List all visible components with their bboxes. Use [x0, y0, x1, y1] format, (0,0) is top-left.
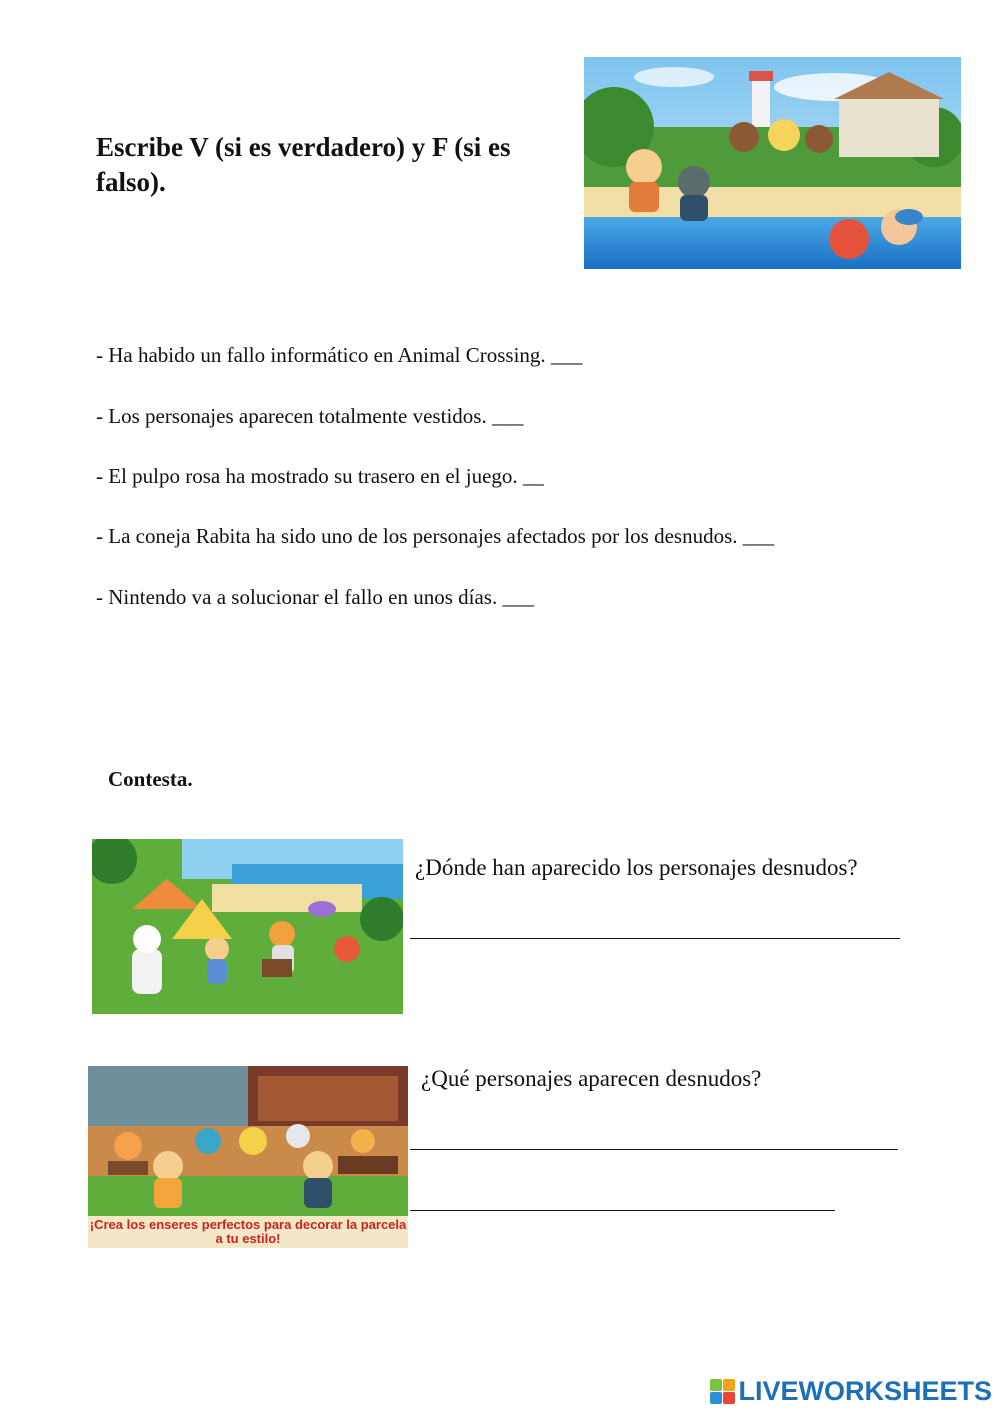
statement-5: - Nintendo va a solucionar el fallo en unos días. ___ — [96, 585, 534, 609]
statement-2: - Los personajes aparecen totalmente vestidos. ___ — [96, 404, 524, 428]
liveworksheets-brand: LIVEWORKSHEETS — [738, 1376, 992, 1406]
section-title: Contesta. — [108, 767, 193, 791]
statement-4: - La coneja Rabita ha sido uno de los personajes afectados por los desnudos. ___ — [96, 524, 775, 548]
question-2: ¿Qué personajes aparecen desnudos? — [421, 1066, 762, 1091]
page-title: Escribe V (si es verdadero) y F (si es falso). — [96, 132, 511, 197]
statement-1: - Ha habido un fallo informático en Animal Crossing. ___ — [96, 343, 583, 367]
answer-line-1[interactable] — [410, 938, 900, 939]
pocket-camp-image — [88, 1066, 408, 1248]
pocket-camp-caption: ¡Crea los enseres perfectos para decorar la parcela a tu estilo! — [89, 1217, 407, 1246]
village-image — [92, 839, 403, 1014]
liveworksheets-logo[interactable] — [710, 1376, 992, 1407]
question-1: ¿Dónde han aparecido los personajes desnudos? — [415, 855, 858, 880]
statement-3: - El pulpo rosa ha mostrado su trasero en el juego. __ — [96, 464, 544, 488]
liveworksheets-logo-icon — [710, 1379, 735, 1404]
answer-line-2a[interactable] — [410, 1149, 898, 1150]
hero-image — [584, 57, 961, 269]
answer-line-2b[interactable] — [410, 1210, 835, 1211]
